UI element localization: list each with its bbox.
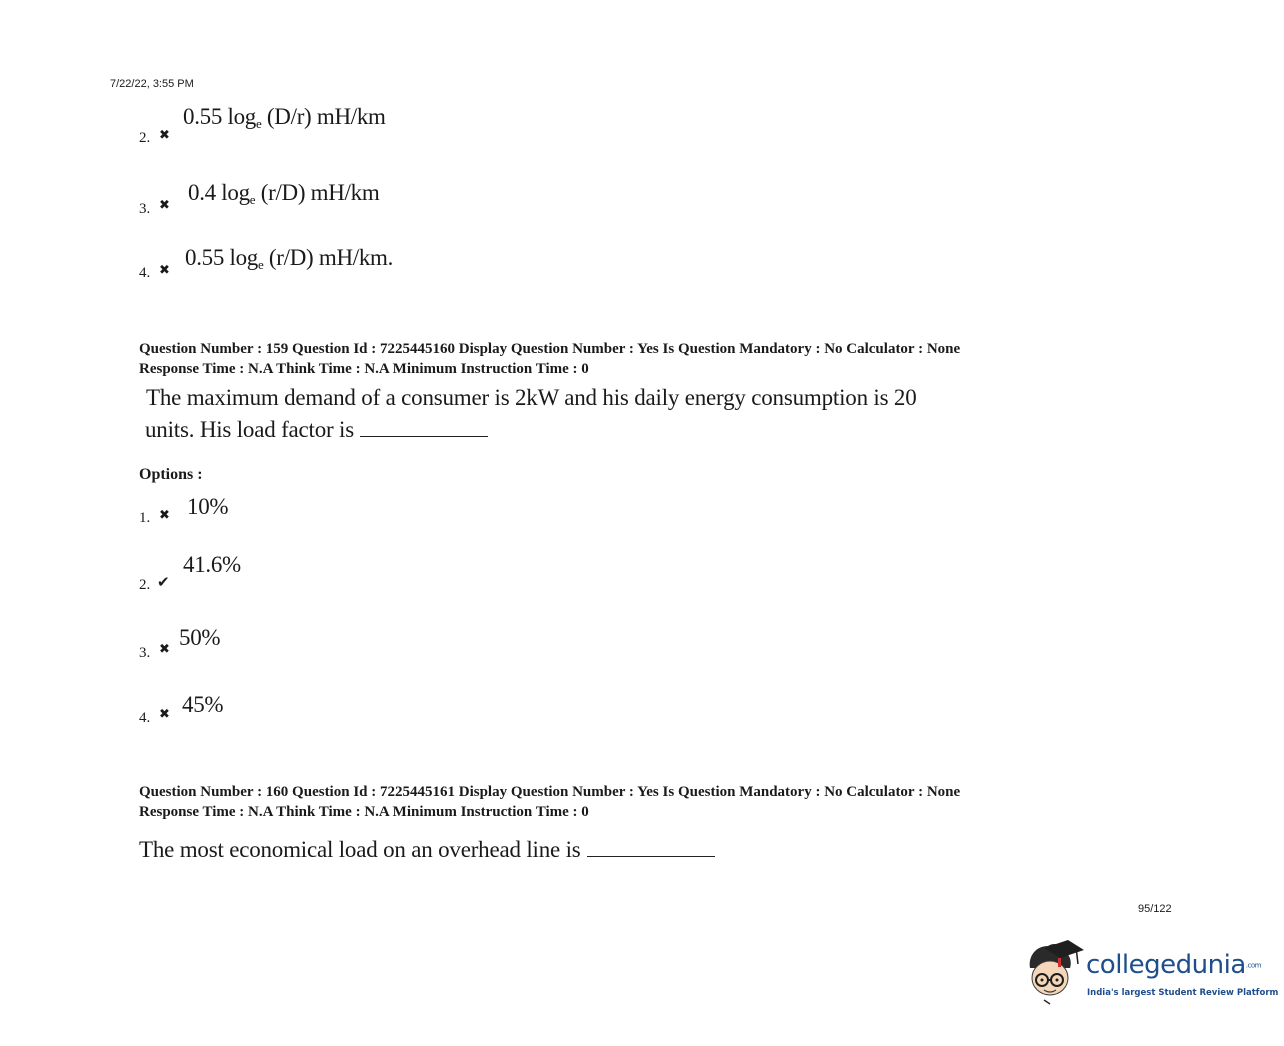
q159-meta-line2: Response Time : N.A Think Time : N.A Minimum Instruction Time : 0 bbox=[139, 361, 589, 377]
q160-meta-line2: Response Time : N.A Think Time : N.A Minimum Instruction Time : 0 bbox=[139, 804, 589, 820]
cross-icon: ✖ bbox=[159, 508, 170, 523]
logo-tagline: India's largest Student Review Platform bbox=[1087, 988, 1279, 998]
q159-option-1-text: 10% bbox=[187, 494, 229, 519]
prev-option-4-number: 4. bbox=[139, 265, 151, 281]
check-icon: ✔ bbox=[157, 573, 170, 591]
q160-meta-line1: Question Number : 160 Question Id : 7225445161 Display Question Number : Yes Is Question Mandatory : No Calculator : None bbox=[139, 784, 961, 800]
q159-option-2-number: 2. bbox=[139, 577, 151, 593]
q159-option-2-text: 41.6% bbox=[183, 552, 241, 577]
page-number: 95/122 bbox=[1138, 903, 1172, 915]
q160-question-text bbox=[139, 834, 715, 866]
cross-icon: ✖ bbox=[159, 263, 170, 278]
cross-icon: ✖ bbox=[159, 198, 170, 213]
options-label: Options : bbox=[139, 466, 203, 483]
cross-icon: ✖ bbox=[159, 642, 170, 657]
q159-text-line2: units. His load factor is bbox=[145, 417, 354, 442]
q159-option-4-text: 45% bbox=[182, 692, 224, 717]
q159-question-text bbox=[146, 382, 1046, 446]
prev-option-3-text: 0.4 loge (r/D) mH/km bbox=[188, 180, 380, 207]
q159-meta bbox=[139, 339, 960, 379]
q159-option-4-number: 4. bbox=[139, 710, 151, 726]
q159-text-line1: The maximum demand of a consumer is 2kW and his daily energy consumption is 20 bbox=[146, 385, 917, 410]
prev-option-2-number: 2. bbox=[139, 130, 151, 146]
mascot-icon bbox=[1024, 938, 1086, 1008]
q159-option-1-number: 1. bbox=[139, 510, 151, 526]
q159-meta-line1: Question Number : 159 Question Id : 7225445160 Display Question Number : Yes Is Question Mandatory : No Calculator : None bbox=[139, 341, 961, 357]
prev-option-3-number: 3. bbox=[139, 201, 151, 217]
answer-blank bbox=[587, 836, 715, 857]
q160-text: The most economical load on an overhead line is bbox=[139, 837, 581, 862]
prev-option-2-text: 0.55 loge (D/r) mH/km bbox=[183, 104, 386, 131]
prev-option-4-text: 0.55 loge (r/D) mH/km. bbox=[185, 245, 394, 272]
q159-option-3-text: 50% bbox=[179, 625, 221, 650]
cross-icon: ✖ bbox=[159, 128, 170, 143]
cross-icon: ✖ bbox=[159, 707, 170, 722]
logo-wordmark: collegedunia.com bbox=[1086, 950, 1261, 980]
q159-option-3-number: 3. bbox=[139, 645, 151, 661]
print-timestamp: 7/22/22, 3:55 PM bbox=[110, 78, 194, 90]
answer-blank bbox=[360, 416, 488, 437]
q160-meta bbox=[139, 782, 960, 822]
collegedunia-logo bbox=[1024, 938, 1279, 1008]
